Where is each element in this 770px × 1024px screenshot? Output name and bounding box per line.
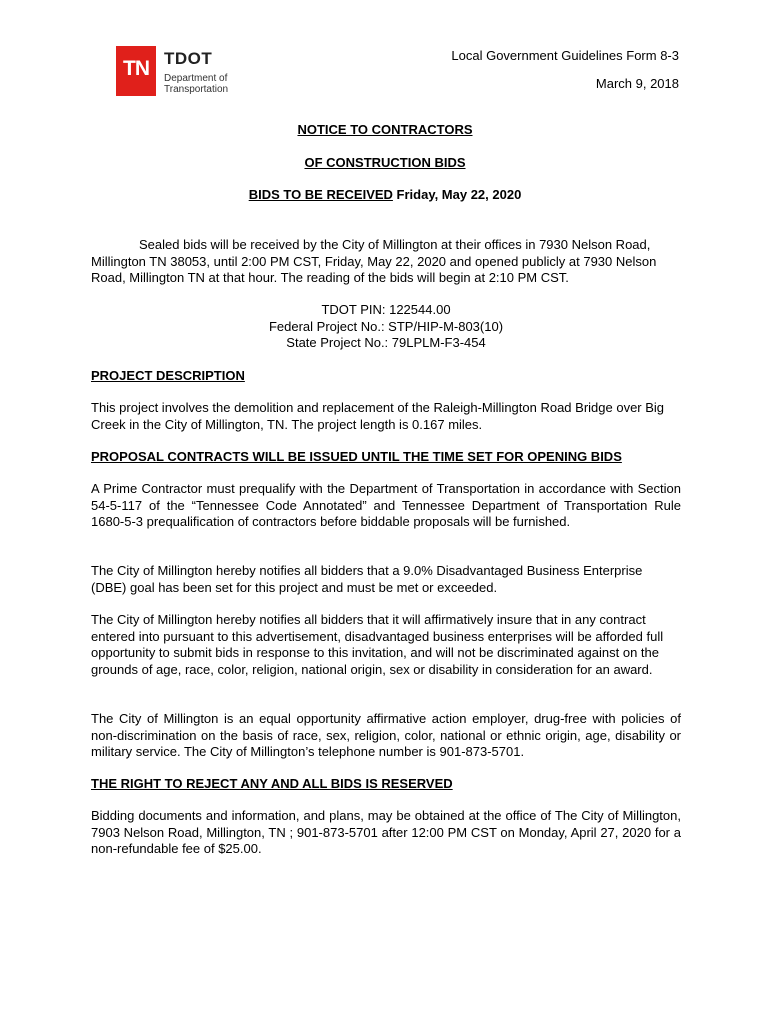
dbe-goal-paragraph: The City of Millington hereby notifies all bidders that a 9.0% Disadvantaged Business Enterprise (DBE) goal has been set for this project and must be met or exceeded. (91, 563, 643, 595)
bid-receipt-label: BIDS TO BE RECEIVED (248, 187, 393, 202)
federal-project-number: Federal Project No.: STP/HIP-M-803(10) (268, 318, 504, 334)
prequalification-paragraph: A Prime Contractor must prequalify with the Department of Transportation in accordance with Section 54-5-117 of the “Tennessee Code Annotated” and Tennessee Department of Transportation Rule 1680-5-3 prequalification of contractors before biddable proposals will be furnished. (91, 481, 681, 529)
equal-opportunity-paragraph: The City of Millington is an equal opportunity affirmative action employer, drug-free with policies of non-discrimination on the basis of race, sex, religion, color, national or ethnic origin, age, disability or military service. The City of Millington’s telephone number is 901-873-5701. (91, 711, 681, 759)
proposal-contracts-heading: PROPOSAL CONTRACTS WILL BE ISSUED UNTIL THE TIME SET FOR OPENING BIDS (91, 449, 622, 464)
logo-subtitle-line2: Transportation (164, 84, 229, 95)
notice-subtitle: OF CONSTRUCTION BIDS (304, 155, 466, 170)
project-description-heading: PROJECT DESCRIPTION (91, 368, 245, 383)
form-number: Local Government Guidelines Form 8-3 (451, 48, 679, 63)
notice-title: NOTICE TO CONTRACTORS (297, 122, 473, 137)
tn-logo-mark: TN (116, 46, 156, 96)
logo-subtitle (164, 73, 228, 95)
intro-paragraph: Sealed bids will be received by the City of Millington at their offices in 7930 Nelson Road, Millington TN 38053, until 2:00 PM CST, Friday, May 22, 2020 and opened publicly at 7930 Nelson Road, Millington TN at that hour. The reading of the bids will begin at 2:10 PM CST. (91, 237, 657, 285)
tdot-logo (116, 46, 246, 98)
bid-receipt-date: Friday, May 22, 2020 (392, 187, 522, 202)
logo-title: TDOT (164, 49, 213, 68)
reject-bids-heading: THE RIGHT TO REJECT ANY AND ALL BIDS IS RESERVED (91, 776, 453, 791)
bidding-documents-paragraph: Bidding documents and information, and plans, may be obtained at the office of The City of Millington, 7903 Nelson Road, Millington, TN ; 901-873-5701 after 12:00 PM CST on Monday, April 27, 2020 for a non-refundable fee of $25.00. (91, 808, 681, 856)
bid-receipt-line (0, 187, 770, 203)
tdot-pin: TDOT PIN: 122544.00 (321, 302, 451, 317)
project-identifiers (91, 302, 681, 352)
affirmative-action-paragraph: The City of Millington hereby notifies all bidders that it will affirmatively insure that in any contract entered into pursuant to this advertisement, disadvantaged business enterprises will be afforded full opportunity to submit bids in response to this invitation, and will not be discriminated against on the grounds of age, race, color, religion, national origin, sex or disability in consideration for an award. (91, 612, 664, 677)
project-description-text: This project involves the demolition and replacement of the Raleigh-Millington Road Bridge over Big Creek in the City of Millington, TN. The project length is 0.167 miles. (91, 400, 665, 432)
state-project-number: State Project No.: 79LPLM-F3-454 (286, 335, 486, 350)
form-date: March 9, 2018 (595, 76, 679, 91)
logo-subtitle-line1: Department of (164, 73, 228, 84)
